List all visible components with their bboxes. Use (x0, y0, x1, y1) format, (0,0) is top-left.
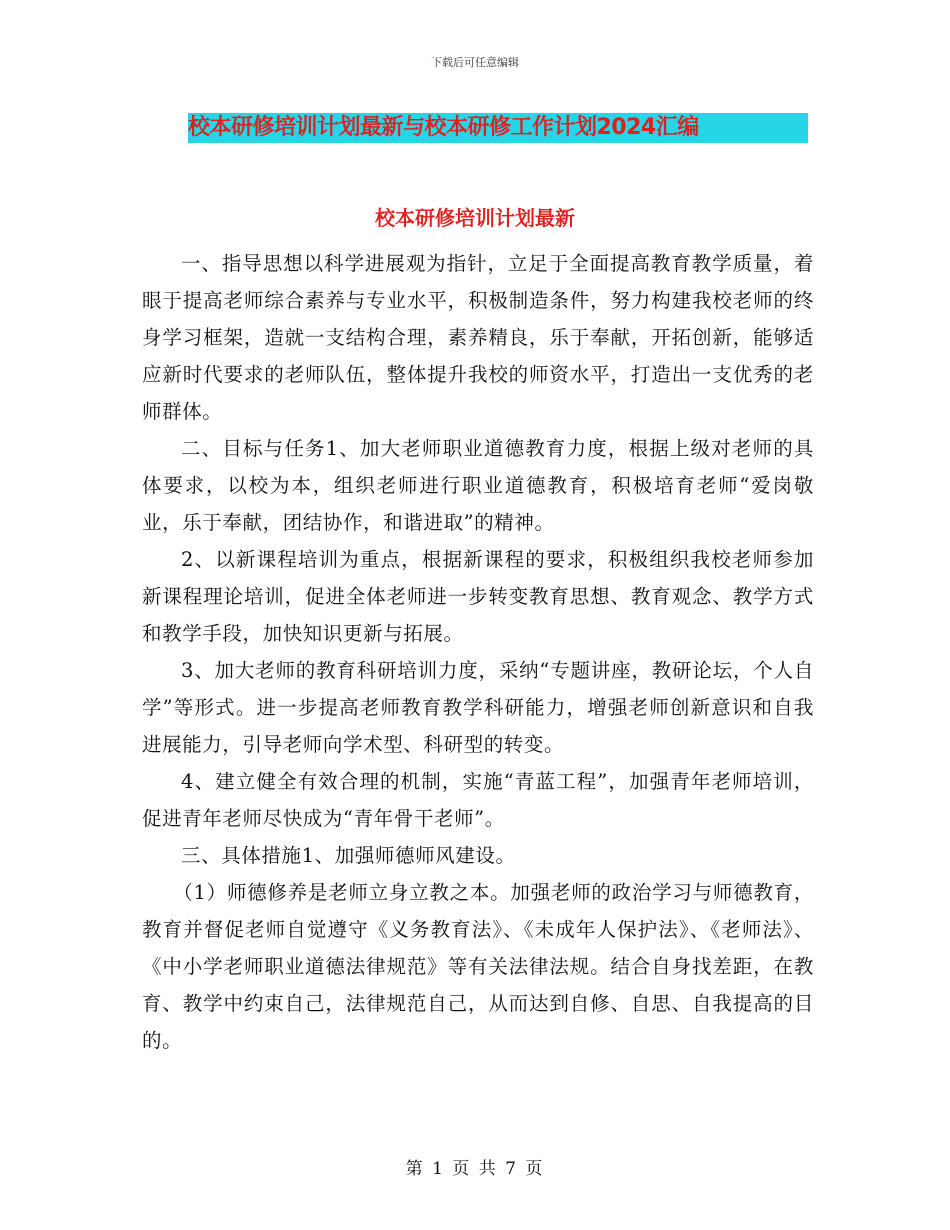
paragraph-specific-measures: 三、具体措施1、加强师德师风建设。 (181, 844, 516, 867)
paragraph-guiding-ideology: 一、指导思想以科学进展观为指针，立足于全面提高教育教学质量，着眼于提高老师综合素养与专业水平，积极制造条件，努力构建我校老师的终身学习框架，造就一支结构合理，素养精良，乐于奉献，开拓创新，能够适应新时代要求的老师队伍，整体提升我校的师资水平，打造出一支优秀的老师群体。 (142, 252, 814, 423)
main-title: 校本研修培训计划最新与校本研修工作计划2024汇编 (188, 115, 699, 140)
paragraph-mentoring-mechanism: 4、建立健全有效合理的机制，实施“青蓝工程”，加强青年老师培训，促进青年老师尽快成为“青年骨干老师”。 (142, 770, 814, 830)
page-number: 第 1 页 共 7 页 (405, 1159, 545, 1179)
document-body (142, 245, 814, 1059)
paragraph-ethics-cultivation: （1）师德修养是老师立身立教之本。加强老师的政治学习与师德教育，教育并督促老师自觉遵守《义务教育法》、《未成年人保护法》、《老师法》、《中小学老师职业道德法律规范》等有关法律法规。结合自身找差距，在教育、教学中约束自己，法律规范自己，从而达到自修、自思、自我提高的目的。 (142, 881, 814, 1052)
paragraph-new-curriculum: 2、以新课程培训为重点，根据新课程的要求，积极组织我校老师参加新课程理论培训，促进全体老师进一步转变教育思想、教育观念、教学方式和教学手段，加快知识更新与拓展。 (142, 548, 814, 645)
main-title-highlight (188, 113, 808, 143)
paragraph-research-training: 3、加大老师的教育科研培训力度，采纳“专题讲座，教研论坛，个人自学”等形式。进一步提高老师教育教学科研能力，增强老师创新意识和自我进展能力，引导老师向学术型、科研型的转变。 (142, 659, 814, 756)
paragraph-goals-tasks: 二、目标与任务1、加大老师职业道德教育力度，根据上级对老师的具体要求，以校为本，组织老师进行职业道德教育，积极培育老师“爱岗敬业，乐于奉献，团结协作，和谐进取”的精神。 (142, 437, 814, 534)
section-title: 校本研修培训计划最新 (375, 206, 575, 230)
header-note: 下载后可任意编辑 (431, 56, 519, 69)
